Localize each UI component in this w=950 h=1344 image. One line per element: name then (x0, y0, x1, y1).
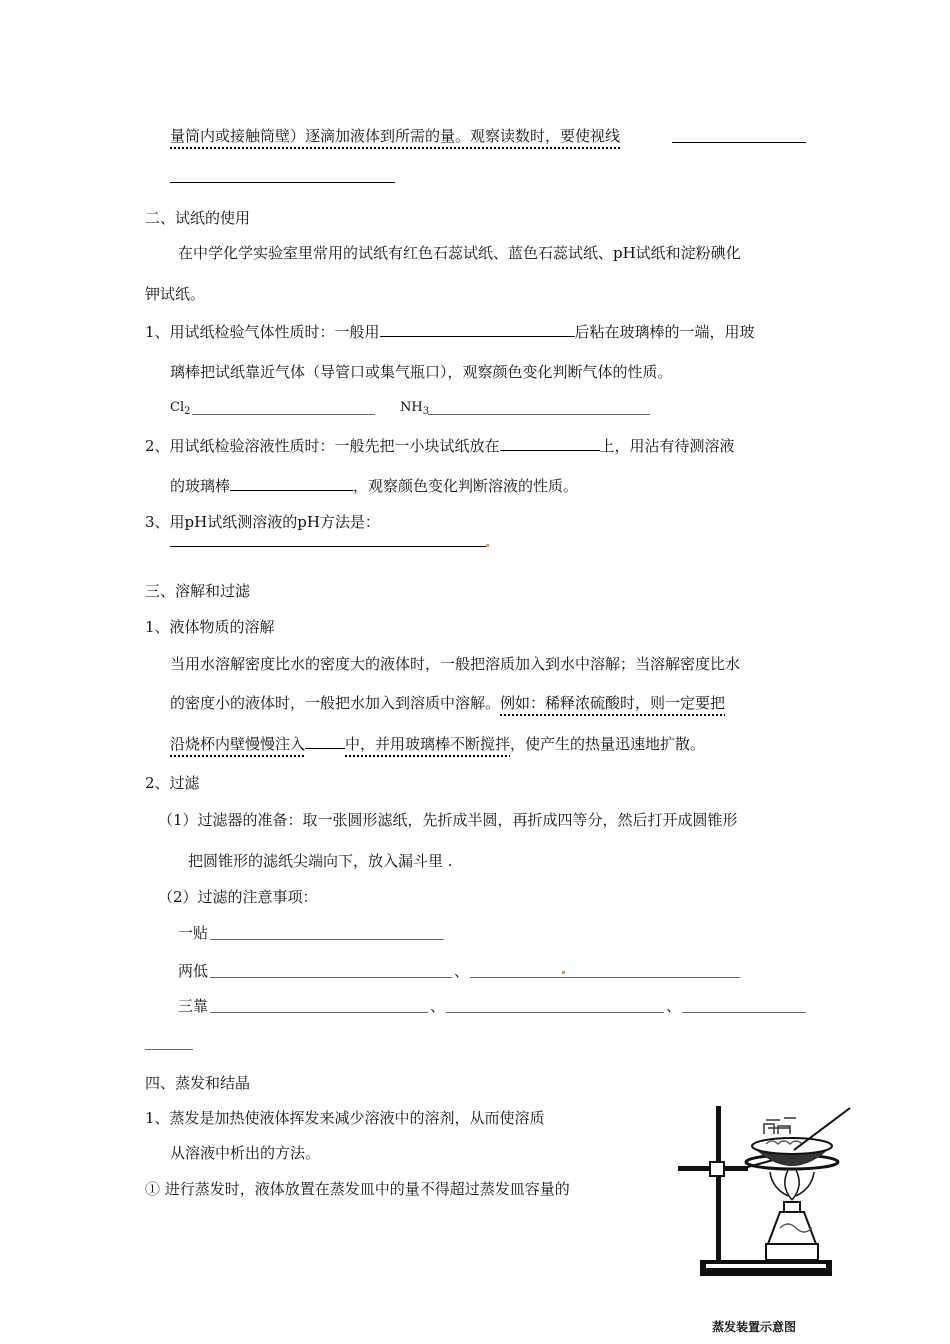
question-line (145, 322, 755, 342)
answer-blank (170, 182, 395, 183)
text-segment: 2、用试纸检验溶液性质时：一般先把一小块试纸放在 (145, 437, 500, 455)
answer-blank (192, 414, 375, 415)
question-line: 3、用pH试纸测溶液的pH方法是： (145, 513, 380, 531)
stand-base-highlight (706, 1264, 826, 1268)
cl2-subscript: 2 (184, 406, 191, 417)
answer-blank (145, 1049, 193, 1050)
list-item (178, 961, 208, 981)
section-heading: 四、蒸发和结晶 (145, 1074, 251, 1092)
separator: 、 (454, 962, 470, 980)
paragraph-line: （1）过滤器的准备：取一张圆形滤纸，先折成半圆，再折成四等分，然后打开成圆锥形 (158, 811, 738, 829)
paragraph-line (170, 734, 705, 754)
paragraph-line: （2）过滤的注意事项： (158, 888, 318, 906)
text-segment: 上，用沾有待测溶液 (599, 437, 735, 455)
evaporation-apparatus-figure (676, 1104, 856, 1314)
answer-blank (672, 142, 806, 143)
section-heading: 三、溶解和过滤 (145, 582, 251, 600)
text-segment: 一贴 (178, 924, 209, 942)
flame (770, 1170, 814, 1200)
text-line (170, 126, 620, 146)
text-segment: 的密度小的液体时，一般把水加入到溶质中溶解。 (170, 694, 501, 712)
answer-blank (210, 1012, 428, 1013)
answer-blank (380, 322, 575, 337)
paragraph-line: ① 进行蒸发时，液体放置在蒸发皿中的量不得超过蒸发皿容量的 (145, 1180, 570, 1198)
question-line: 璃棒把试纸靠近气体（导管口或集气瓶口），观察颜色变化判断气体的性质。 (170, 363, 673, 381)
answer-blank (682, 1012, 806, 1013)
lamp-block (766, 1244, 818, 1260)
formula-line (400, 398, 429, 422)
mark-dot (486, 544, 489, 547)
alcohol-lamp (768, 1212, 816, 1244)
paragraph-line: 从溶液中析出的方法。 (170, 1144, 321, 1162)
cl2-label: Cl (170, 400, 185, 415)
answer-blank (210, 939, 444, 940)
formula-line (170, 398, 190, 422)
paragraph-line: 钾试纸。 (145, 285, 206, 303)
text-segment: 1、用试纸检验气体性质时：一般用 (145, 323, 380, 341)
text-segment: 三靠 (178, 997, 209, 1015)
text-segment: ，使产生的热量迅速地扩散。 (510, 735, 706, 753)
paragraph-line: 在中学化学实验室里常用的试纸有红色石蕊试纸、蓝色石蕊试纸、pH试纸和淀粉碘化 (178, 244, 741, 262)
answer-blank (428, 414, 650, 415)
subheading: 1、液体物质的溶解 (145, 618, 275, 636)
figure-caption: 蒸发装置示意图 (712, 1320, 797, 1334)
text-segment: 量筒内或接触筒壁）逐滴加液体到所需的量。观察读数时，要使视线 (170, 127, 621, 145)
text-segment: 中，并用玻璃棒不断搅拌 (345, 735, 511, 753)
answer-blank (500, 436, 600, 451)
nh3-subscript: 3 (422, 406, 430, 417)
question-line (145, 436, 735, 456)
separator: 、 (666, 997, 682, 1015)
paragraph-line: 当用水溶解密度比水的密度大的液体时，一般把溶质加入到水中溶解；当溶解密度比水 (170, 655, 741, 673)
separator: 、 (430, 997, 446, 1015)
clamp (710, 1162, 724, 1176)
paragraph-line: 1、蒸发是加热使液体挥发来减少溶液中的溶剂，从而使溶质 (145, 1109, 545, 1127)
list-item (178, 923, 208, 943)
paragraph-line: 把圆锥形的滤纸尖端向下，放入漏斗里 . (188, 852, 453, 870)
answer-blank (170, 546, 488, 547)
answer-blank (230, 476, 353, 491)
list-item (178, 996, 208, 1016)
section-heading: 二、试纸的使用 (145, 209, 251, 227)
text-segment: 的玻璃棒 (170, 477, 231, 495)
nh3-label: NH (400, 400, 423, 415)
text-segment: 例如：稀释浓硫酸时，则一定要把 (500, 694, 726, 712)
answer-blank (305, 734, 345, 749)
text-segment: 两低 (178, 962, 209, 980)
steam (764, 1118, 796, 1134)
text-segment: ，观察颜色变化判断溶液的性质。 (353, 477, 579, 495)
subheading: 2、过滤 (145, 774, 200, 792)
question-line (170, 476, 578, 496)
text-segment: 沿烧杯内壁慢慢注入 (170, 735, 306, 753)
answer-blank (210, 977, 452, 978)
mark-dot (562, 971, 565, 974)
text-segment: 后粘在玻璃棒的一端，用玻 (574, 323, 755, 341)
stand-rod (716, 1106, 721, 1262)
answer-blank (446, 1012, 664, 1013)
paragraph-line (170, 693, 725, 713)
answer-blank (470, 977, 740, 978)
